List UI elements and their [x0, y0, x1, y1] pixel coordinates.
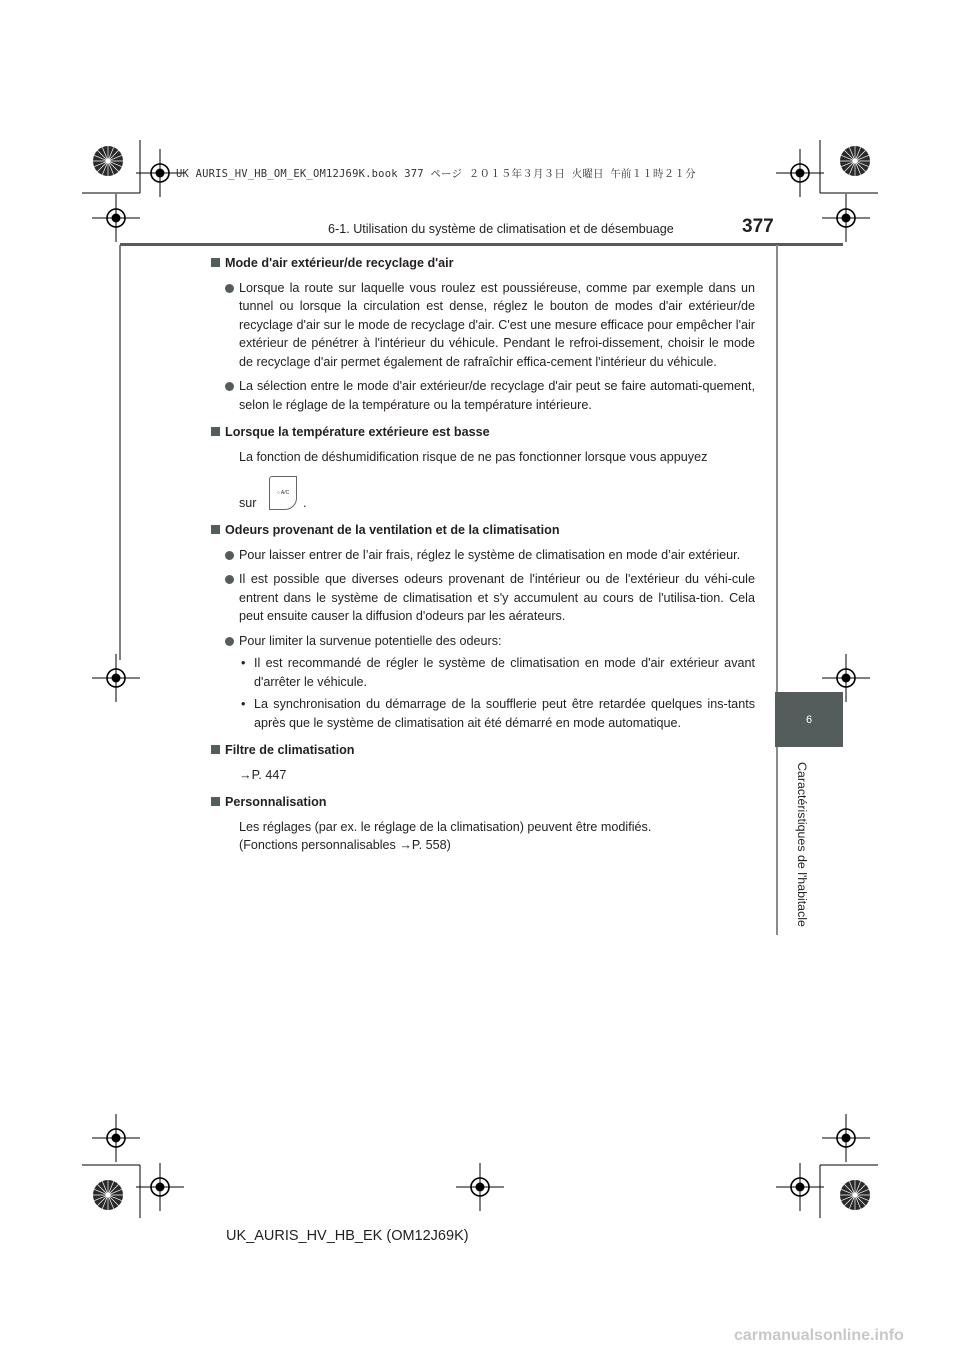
circle-bullet-icon	[225, 551, 234, 560]
chapter-tab[interactable]	[775, 692, 843, 747]
crosshair-icon	[92, 194, 140, 242]
chapter-title: Caractéristiques de l'habitacle	[795, 762, 809, 927]
list-item: Lorsque la route sur laquelle vous roulez est poussiéreuse, comme par exemple dans un tunnel ou lorsque la circulation est dense, réglez le bouton de modes d'air extérieur/de recyclage d'air sur le mode de recyclage d'air. C'est une mesure efficace pour empêcher l'air extérieur de pénétrer à l'intérieur du véhicule. Pendant le refroi-dissement, choisir le mode de recyclage d'air permet également de rafraîchir effica-cement l'intérieur du véhicule.	[211, 279, 755, 372]
header-rule	[120, 243, 843, 246]
square-bullet-icon	[211, 745, 220, 754]
watermark: carmanualsonline.info	[734, 1327, 904, 1344]
page-number: 377	[742, 216, 774, 237]
list-item: Pour laisser entrer de l’air frais, réglez le système de climatisation en mode d’air extérieur.	[211, 546, 755, 565]
circle-bullet-icon	[225, 637, 234, 646]
ac-button-line	[211, 472, 755, 512]
star-mark-icon	[93, 1180, 123, 1210]
star-mark-icon	[840, 146, 870, 176]
section-header-title: 6-1. Utilisation du système de climatisation et de désembuage	[328, 222, 674, 236]
page-reference-link[interactable]: (Fonctions personnalisables →P. 558)	[239, 838, 451, 852]
square-bullet-icon	[211, 797, 220, 806]
crosshair-icon	[136, 1163, 184, 1211]
chapter-number: 6	[805, 713, 813, 726]
crosshair-icon	[776, 1163, 824, 1211]
section-heading: Mode d'air extérieur/de recyclage d'air	[211, 254, 755, 273]
sub-list-item: • La synchronisation du démarrage de la soufflerie peut être retardée quelques ins-tants après que le système de climatisation ait été démarré en mode automatique.	[241, 697, 755, 730]
sub-list-item: • Il est recommandé de régler le système de climatisation en mode d'air extérieur avant d'arrêter le véhicule.	[241, 656, 755, 689]
crosshair-icon	[776, 149, 824, 197]
side-rule	[776, 245, 778, 935]
page-reference-link[interactable]: →P. 447	[239, 767, 287, 782]
circle-bullet-icon	[225, 575, 234, 584]
list-item: Il est possible que diverses odeurs provenant de l'intérieur ou de l'extérieur du véhi-cule entrent dans le système de climatisation et s'y accumulent au cours de l'utilisa-tion. Cela peut ensuite causer la diffusion d'odeurs par les aérateurs.	[211, 570, 755, 626]
circle-bullet-icon	[225, 382, 234, 391]
square-bullet-icon	[211, 525, 220, 534]
section-heading: Filtre de climatisation	[211, 741, 755, 760]
star-mark-icon	[93, 146, 123, 176]
square-bullet-icon	[211, 427, 220, 436]
paragraph: La fonction de déshumidification risque de ne pas fonctionner lorsque vous appuyez	[239, 449, 708, 464]
section-heading: Lorsque la température extérieure est basse	[211, 423, 755, 442]
paragraph: Les réglages (par ex. le réglage de la climatisation) peuvent être modifiés.	[239, 819, 652, 834]
star-mark-icon	[840, 1180, 870, 1210]
list-item: La sélection entre le mode d'air extérieur/de recyclage d'air peut se faire automati-quement, selon le réglage de la température ou la température intérieure.	[211, 377, 755, 414]
crosshair-icon	[92, 654, 140, 702]
paragraph-text: sur	[239, 496, 257, 510]
section-heading: Odeurs provenant de la ventilation et de la climatisation	[211, 521, 755, 540]
paragraph-text: .	[303, 496, 307, 510]
square-bullet-icon	[211, 258, 220, 267]
crosshair-icon	[822, 194, 870, 242]
crosshair-icon	[822, 1114, 870, 1162]
manual-code: UK_AURIS_HV_HB_EK (OM12J69K)	[226, 1228, 469, 1244]
crosshair-icon	[456, 1163, 504, 1211]
page-content	[211, 254, 755, 855]
section-heading: Personnalisation	[211, 793, 755, 812]
print-info-line: UK AURIS_HV_HB_OM_EK_OM12J69K.book 377 ページ ２０１５年３月３日 火曜日 午前１１時２１分	[176, 168, 696, 180]
circle-bullet-icon	[225, 284, 234, 293]
list-item: Pour limiter la survenue potentielle des odeurs:	[211, 632, 755, 651]
ac-button-icon: ○ A/C	[269, 476, 297, 510]
crosshair-icon	[92, 1114, 140, 1162]
